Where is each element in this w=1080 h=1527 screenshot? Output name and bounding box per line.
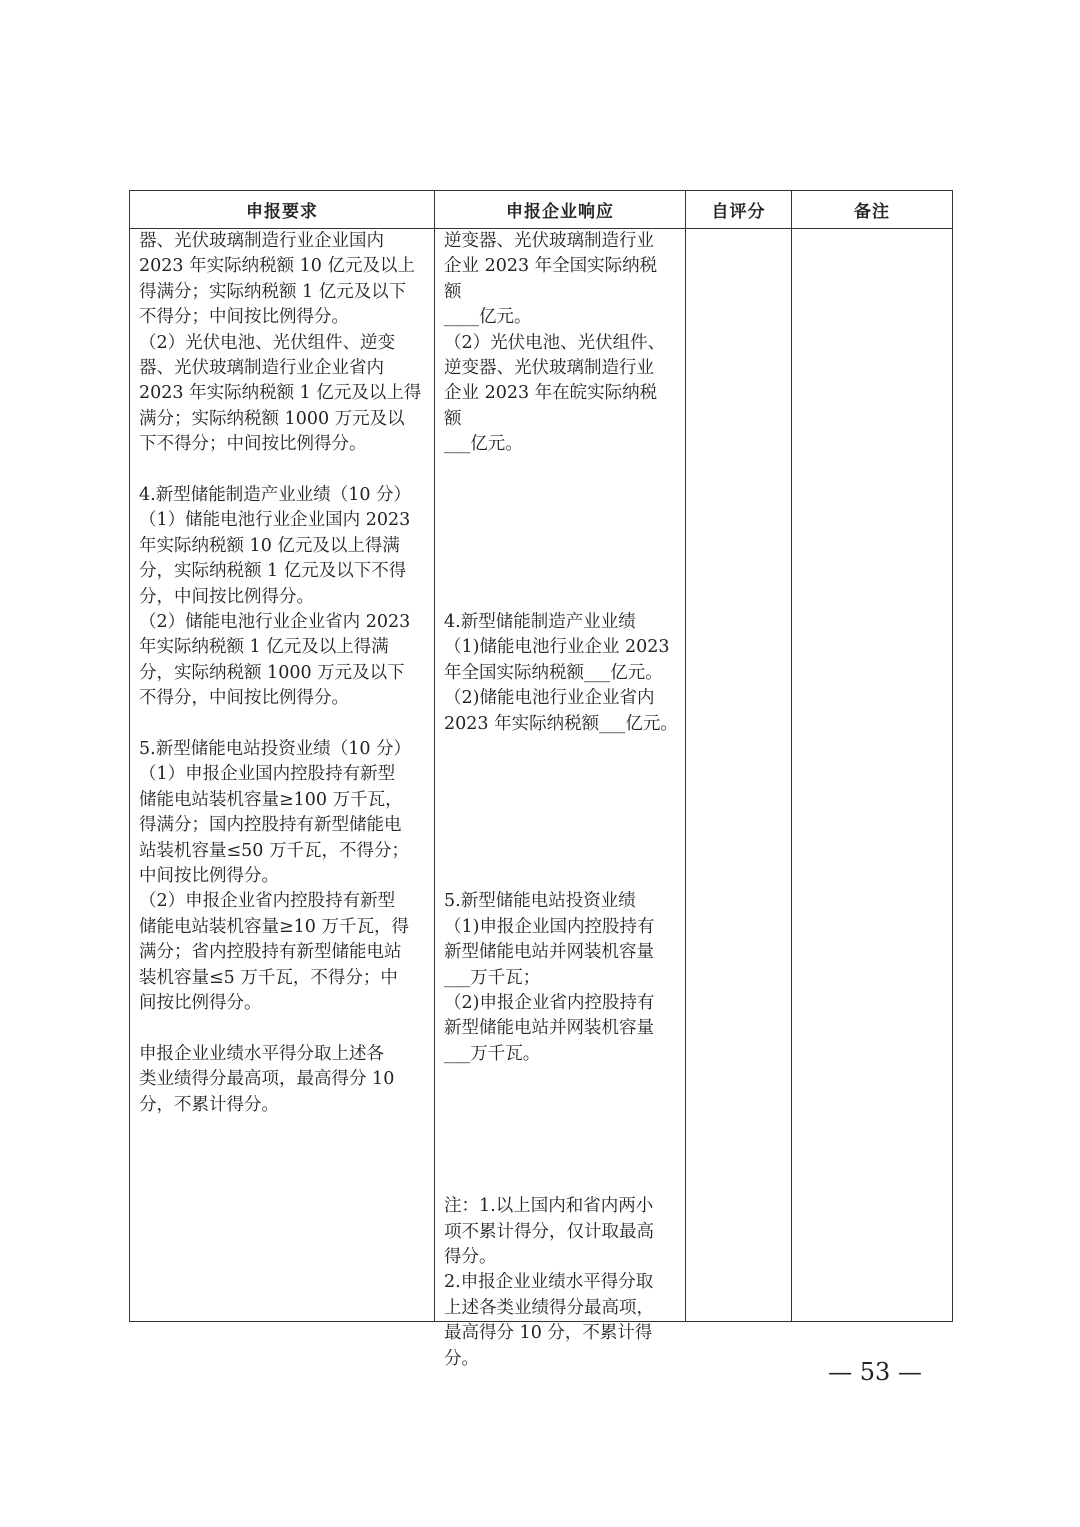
remarks-cell[interactable] [792,229,953,1322]
response-cell [435,229,686,1369]
requirement-line: 满分；省内控股持有新型储能电站 [139,942,402,963]
requirement-line: 站装机容量≤50 万千瓦，不得分； [139,840,409,861]
response-line: 分。 [444,1348,479,1369]
requirement-line: （2）光伏电池、光伏组件、逆变 [139,332,396,353]
header-company-response: 申报企业响应 [435,191,686,229]
response-line: 2023 年实际纳税额___亿元。 [444,713,678,734]
requirement-line: 分，实际纳税额 1000 万元及以下 [139,662,405,683]
self-score-cell[interactable] [686,229,792,1322]
response-line: 5.新型储能电站投资业绩 [444,891,636,912]
response-line: （2）光伏电池、光伏组件、 [444,332,666,353]
requirement-line: （2）储能电池行业企业省内 2023 [139,612,411,632]
table-header-row [130,191,953,229]
requirement-line: 年实际纳税额 1 亿元及以上得满 [139,637,389,658]
requirement-line: 中间按比例得分。 [139,866,279,886]
requirement-line: 类业绩得分最高项，最高得分 10 [139,1069,395,1090]
header-remarks: 备注 [792,191,953,229]
requirement-line: 装机容量≤5 万千瓦，不得分；中 [139,967,398,988]
requirement-line: 得满分；实际纳税额 1 亿元及以下 [139,281,407,302]
requirement-line: 2023 年实际纳税额 10 亿元及以上 [139,256,415,277]
header-self-score: 自评分 [686,191,792,229]
response-line: ___亿元。 [444,434,523,455]
requirement-line: 间按比例得分。 [139,993,262,1013]
response-line: 注：1.以上国内和省内两小 [444,1196,654,1217]
response-line: 上述各类业绩得分最高项， [444,1297,654,1318]
requirement-line: 5.新型储能电站投资业绩（10 分） [139,739,412,759]
response-line: 最高得分 10 分，不累计得 [444,1323,653,1344]
requirement-line: （2）申报企业省内控股持有新型 [139,891,396,912]
requirement-line: 器、光伏玻璃制造行业企业省内 [139,358,384,378]
response-line: 新型储能电站并网装机容量 [444,1018,654,1039]
response-line: 额 [444,408,462,429]
requirement-line: 得满分；国内控股持有新型储能电 [139,815,402,836]
response-line: 4.新型储能制造产业业绩 [444,612,636,632]
requirement-line: 分，中间按比例得分。 [139,586,314,607]
self-score-value [686,229,791,1321]
requirement-line: 分，实际纳税额 1 亿元及以下不得 [139,561,407,582]
requirement-line: 分，不累计得分。 [139,1094,279,1115]
requirement-line: 下不得分；中间按比例得分。 [139,434,367,455]
response-line: ____亿元。 [444,307,532,328]
response-line: 年全国实际纳税额___亿元。 [444,662,663,683]
requirement-line: （1）申报企业国内控股持有新型 [139,764,396,785]
response-line: （1)储能电池行业企业 2023 [444,637,670,658]
response-line: 2.申报企业业绩水平得分取 [444,1272,654,1293]
page-number: — 53 — [828,1358,922,1386]
response-text [435,229,685,1369]
requirement-line: 储能电站装机容量≥100 万千瓦， [139,789,403,810]
requirements-cell [130,229,435,1322]
response-line: （1)申报企业国内控股持有 [444,916,655,937]
requirement-line: （1）储能电池行业企业国内 2023 [139,510,411,531]
response-line: 企业 2023 年全国实际纳税 [444,256,658,277]
requirement-line: 满分；实际纳税额 1000 万元及以 [139,408,405,429]
requirement-line: 申报企业业绩水平得分取上述各 [139,1043,384,1064]
requirements-text [130,229,434,1321]
requirement-line: 器、光伏玻璃制造行业企业国内 [139,231,384,251]
response-line: ___万千瓦。 [444,1043,541,1064]
response-line: 企业 2023 年在皖实际纳税 [444,383,658,404]
remarks-value [792,229,952,1321]
requirement-line: 年实际纳税额 10 亿元及以上得满 [139,535,400,556]
response-line: （2)储能电池行业企业省内 [444,688,655,709]
scoring-table [129,190,953,1369]
requirement-line: 储能电站装机容量≥10 万千瓦，得 [139,916,409,937]
response-line: （2)申报企业省内控股持有 [444,993,655,1013]
response-line: 新型储能电站并网装机容量 [444,942,654,963]
requirement-line: 4.新型储能制造产业业绩（10 分） [139,485,412,505]
response-line: 逆变器、光伏玻璃制造行业 [444,231,654,251]
response-line: 额 [444,281,462,302]
header-requirements: 申报要求 [130,191,435,229]
response-line: 项不累计得分，仅计取最高 [444,1221,654,1242]
response-line: ___万千瓦； [444,967,541,988]
requirement-line: 2023 年实际纳税额 1 亿元及以上得 [139,383,422,404]
response-line: 得分。 [444,1247,497,1267]
requirement-line: 不得分，中间按比例得分。 [139,688,349,709]
requirement-line: 不得分；中间按比例得分。 [139,307,349,328]
response-line: 逆变器、光伏玻璃制造行业 [444,358,654,378]
table-row [130,229,953,1322]
